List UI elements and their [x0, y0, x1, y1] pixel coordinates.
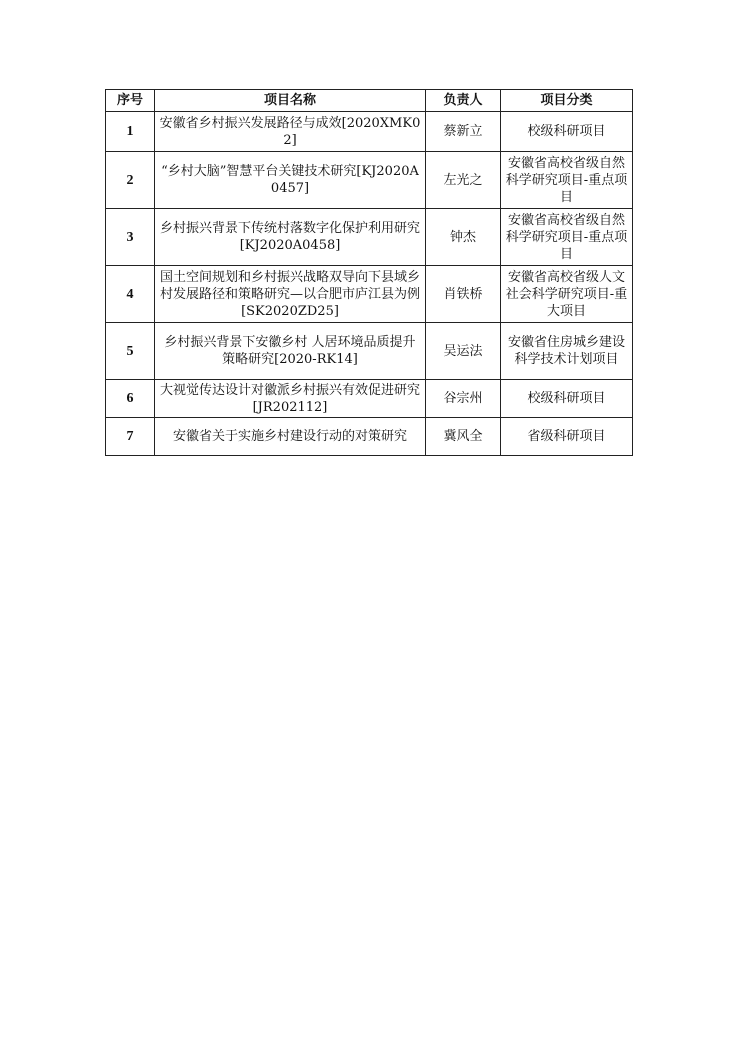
- row-number: 5: [106, 323, 155, 380]
- person-cell: 肖铁桥: [426, 266, 501, 323]
- table-header: [106, 90, 633, 112]
- person-cell: 钟杰: [426, 209, 501, 266]
- table-body: [106, 112, 633, 456]
- table-row: [106, 209, 633, 266]
- header-person-in-charge: 负责人: [426, 90, 501, 112]
- row-number: 1: [106, 112, 155, 152]
- header-serial-number: 序号: [106, 90, 155, 112]
- project-name-cell: “乡村大脑”智慧平台关键技术研究[KJ2020A0457]: [155, 152, 426, 209]
- category-cell: 校级科研项目: [501, 112, 633, 152]
- row-number: 2: [106, 152, 155, 209]
- project-name-cell: 乡村振兴背景下安徽乡村 人居环境品质提升策略研究[2020-RK14]: [155, 323, 426, 380]
- category-cell: 安徽省住房城乡建设科学技术计划项目: [501, 323, 633, 380]
- category-cell: 省级科研项目: [501, 418, 633, 456]
- person-cell: 冀风全: [426, 418, 501, 456]
- header-row: [106, 90, 633, 112]
- person-cell: 谷宗州: [426, 380, 501, 418]
- row-number: 6: [106, 380, 155, 418]
- project-name-cell: 安徽省乡村振兴发展路径与成效[2020XMK02]: [155, 112, 426, 152]
- table-row: [106, 418, 633, 456]
- person-cell: 左光之: [426, 152, 501, 209]
- project-name-cell: 大视觉传达设计对徽派乡村振兴有效促进研究[JR202112]: [155, 380, 426, 418]
- row-number: 3: [106, 209, 155, 266]
- table-row: [106, 380, 633, 418]
- table-row: [106, 152, 633, 209]
- category-cell: 安徽省高校省级自然科学研究项目-重点项目: [501, 152, 633, 209]
- project-name-cell: 安徽省关于实施乡村建设行动的对策研究: [155, 418, 426, 456]
- header-project-name: 项目名称: [155, 90, 426, 112]
- table-row: [106, 266, 633, 323]
- category-cell: 校级科研项目: [501, 380, 633, 418]
- project-table: [105, 89, 633, 456]
- person-cell: 吴运法: [426, 323, 501, 380]
- header-project-category: 项目分类: [501, 90, 633, 112]
- table-row: [106, 112, 633, 152]
- category-cell: 安徽省高校省级自然科学研究项目-重点项目: [501, 209, 633, 266]
- project-name-cell: 国土空间规划和乡村振兴战略双导向下县域乡村发展路径和策略研究—以合肥市庐江县为例[SK2020ZD25]: [155, 266, 426, 323]
- category-cell: 安徽省高校省级人文社会科学研究项目-重大项目: [501, 266, 633, 323]
- row-number: 7: [106, 418, 155, 456]
- person-cell: 蔡新立: [426, 112, 501, 152]
- project-name-cell: 乡村振兴背景下传统村落数字化保护利用研究[KJ2020A0458]: [155, 209, 426, 266]
- row-number: 4: [106, 266, 155, 323]
- table-row: [106, 323, 633, 380]
